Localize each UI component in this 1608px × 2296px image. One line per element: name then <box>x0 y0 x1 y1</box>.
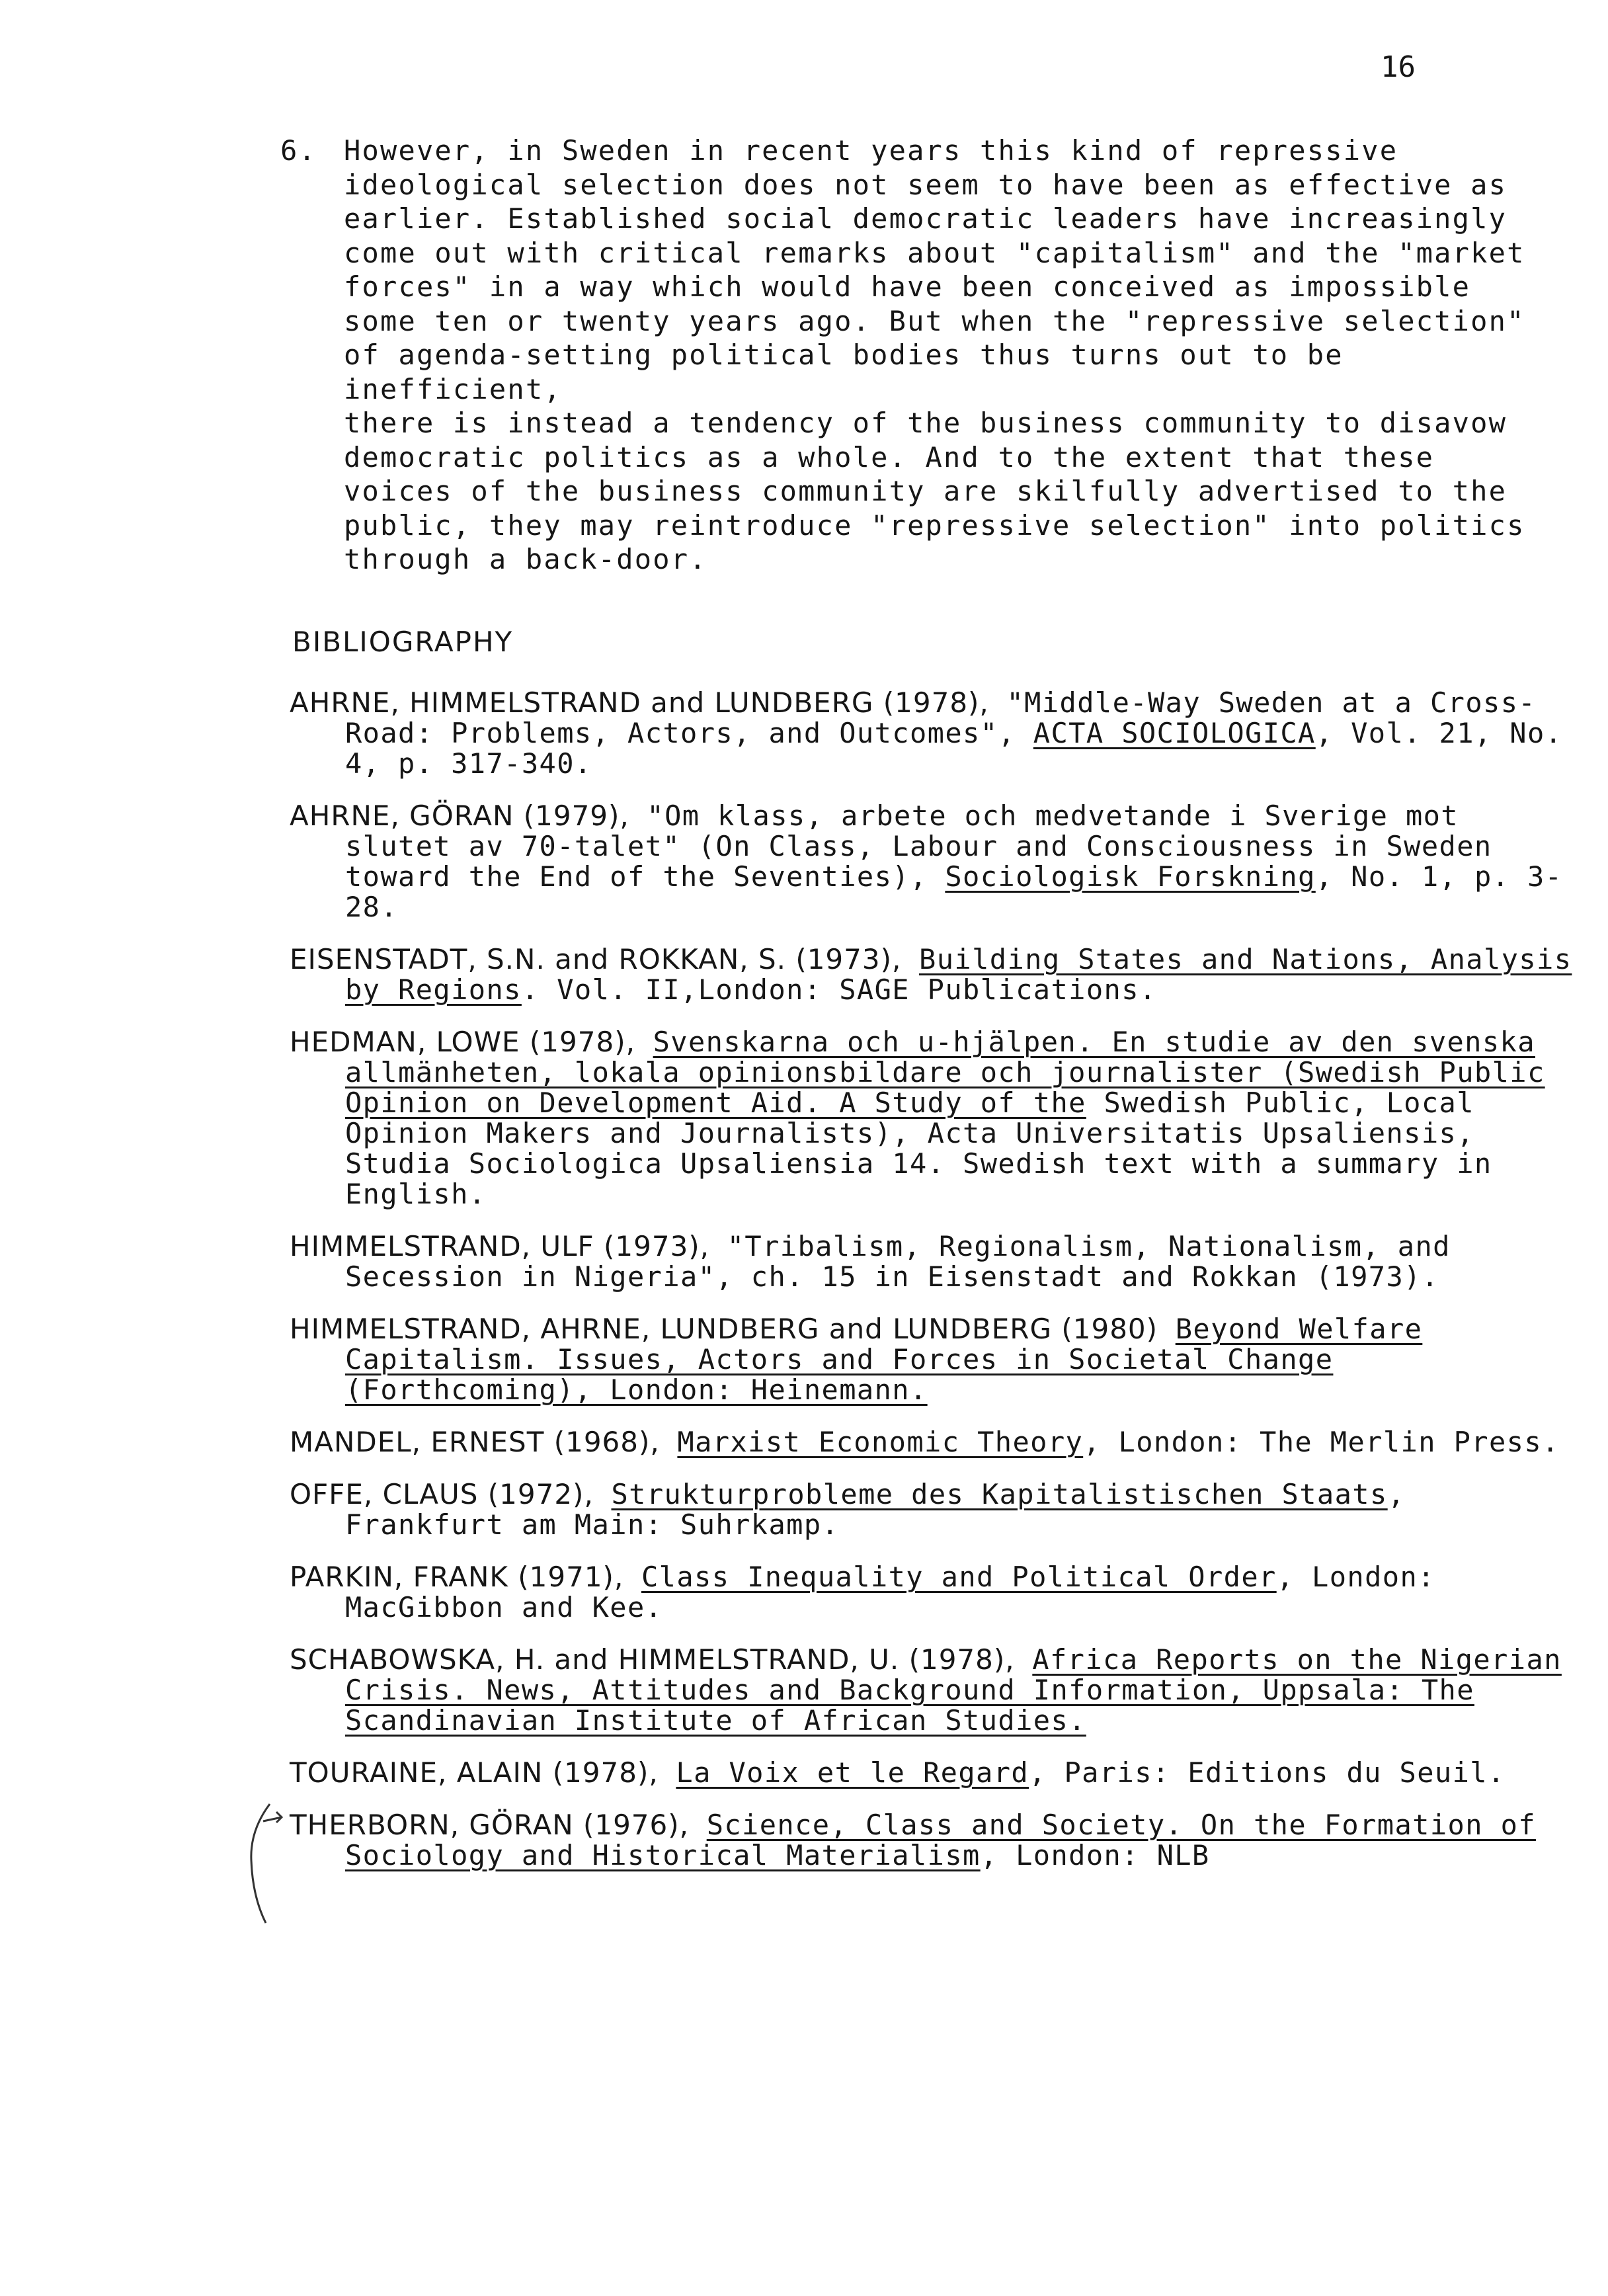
bibliography-entry <box>290 1479 1576 1540</box>
entry-title: Strukturprobleme des Kapitalistischen Staats <box>611 1478 1388 1510</box>
entry-title: Sociologisk Forskning <box>945 860 1316 893</box>
bibliography-entry <box>290 1314 1576 1405</box>
entry-text <box>623 1561 641 1593</box>
bibliography-entry <box>290 1810 1576 1871</box>
entry-author: TOURAINE, ALAIN (1978), <box>290 1756 659 1789</box>
entry-author: EISENSTADT, S.N. and ROKKAN, S. (1973), <box>290 943 902 975</box>
entry-text: , No. 1, p. 3-28. <box>345 860 1563 923</box>
entry-text: , Frankfurt am Main: Suhrkamp. <box>345 1478 1406 1541</box>
entry-title: Science, Class and Society. On the Formation of Sociology and Historical Materialism <box>345 1809 1536 1871</box>
bibliography-entry <box>290 1758 1576 1788</box>
entry-title: Africa Reports on the Nigerian Crisis. News, Attitudes and Background Information, Uppsala: The Scandinavian Institute of African Studies. <box>345 1643 1562 1737</box>
page-number: 16 <box>1381 50 1416 84</box>
entry-author: PARKIN, FRANK (1971), <box>290 1561 624 1593</box>
entry-title: Svenskarna och u-hjälpen. En studie av den svenska allmänheten, lokala opinionsbildare och journalister (Swedish Public Opinion on Development Aid. A Study of the <box>345 1026 1545 1119</box>
bibliography-entry <box>290 688 1576 779</box>
entry-text <box>660 1426 678 1458</box>
entry-author: HIMMELSTRAND, AHRNE, LUNDBERG and LUNDBERG (1980) <box>290 1313 1158 1345</box>
entry-text: , London: MacGibbon and Kee. <box>345 1561 1435 1623</box>
entry-text <box>689 1809 707 1841</box>
bibliography-heading: BIBLIOGRAPHY <box>292 626 514 658</box>
entry-author: OFFE, CLAUS (1972), <box>290 1478 594 1510</box>
entry-author: MANDEL, ERNEST (1968), <box>290 1426 660 1458</box>
entry-text <box>659 1756 676 1789</box>
entry-text: , London: The Merlin Press. <box>1083 1426 1560 1458</box>
entry-text: . Vol. II,London: SAGE Publications. <box>521 973 1157 1006</box>
entry-text <box>635 1026 653 1058</box>
entry-text <box>901 943 919 975</box>
footnote-text: However, in Sweden in recent years this kind of repressive ideological selection does not seem to have been as effective as earlier. Established social democratic leaders have increasingly come out with critical remarks about "capitalism" and the "market forces" in a way which would have been conceived as impossible some ten or twenty years ago. But when the "repressive selection" of agenda-setting political bodies thus turns out to be inefficient, there is instead a tendency of the business community to disavow democratic politics as a whole. And to the extent that these voices of the business community are skilfully advertised to the public, they may reintroduce "repressive selection" into politics through a back-door. <box>344 134 1525 575</box>
entry-title: Beyond Welfare Capitalism. Issues, Actors and Forces in Societal Change (Forthcoming), London: Heinemann. <box>345 1313 1423 1406</box>
bibliography-entry <box>290 1562 1576 1623</box>
entry-author: HIMMELSTRAND, ULF (1973), <box>290 1230 710 1262</box>
entry-title: Marxist Economic Theory <box>677 1426 1084 1458</box>
handwritten-bracket-arrow-icon <box>243 1791 283 1930</box>
bibliography-entry <box>290 1645 1576 1736</box>
entry-text: , Vol. 21, No. 4, p. 317-340. <box>345 717 1563 780</box>
bibliography-entry <box>290 801 1576 922</box>
entry-text: "Middle-Way Sweden at a Cross-Road: Problems, Actors, and Outcomes", <box>345 686 1537 749</box>
entry-title: La Voix et le Regard <box>676 1756 1029 1789</box>
entry-title: Building States and Nations, Analysis by Regions <box>345 943 1572 1006</box>
entry-title: ACTA SOCIOLOGICA <box>1033 717 1316 749</box>
bibliography-entry <box>290 1027 1576 1210</box>
entry-text <box>594 1478 612 1510</box>
entry-text <box>1158 1313 1176 1345</box>
entry-text: "Tribalism, Regionalism, Nationalism, and Secession in Nigeria", ch. 15 in Eisenstadt and Rokkan (1973). <box>345 1230 1451 1293</box>
entry-text: Swedish Public, Local Opinion Makers and Journalists), Acta Universitatis Upsaliensis, Studia Sociologica Upsaliensia 14. Swedish text with a summary in English. <box>345 1086 1492 1210</box>
bibliography-entry <box>290 1231 1576 1292</box>
entry-author: AHRNE, GÖRAN (1979), <box>290 800 629 832</box>
entry-title: Class Inequality and Political Order <box>641 1561 1277 1593</box>
footnote-number: 6. <box>280 134 317 167</box>
bibliography-list <box>280 688 1576 1893</box>
entry-author: THERBORN, GÖRAN (1976), <box>290 1809 689 1841</box>
entry-text <box>1015 1643 1033 1676</box>
entry-text: "Om klass, arbete och medvetande i Sverige mot slutet av 70-talet" (On Class, Labour and Consciousness in Sweden toward the End of the Seventies), <box>345 800 1492 893</box>
bibliography-entry <box>290 1427 1576 1457</box>
footnote-6 <box>280 134 1576 577</box>
entry-text: , London: NLB <box>980 1839 1210 1871</box>
entry-author: SCHABOWSKA, H. and HIMMELSTRAND, U. (1978), <box>290 1643 1015 1676</box>
entry-author: HEDMAN, LOWE (1978), <box>290 1026 635 1058</box>
bibliography-entry <box>290 944 1576 1005</box>
entry-text: , Paris: Editions du Seuil. <box>1029 1756 1506 1789</box>
entry-author: AHRNE, HIMMELSTRAND and LUNDBERG (1978), <box>290 686 989 719</box>
